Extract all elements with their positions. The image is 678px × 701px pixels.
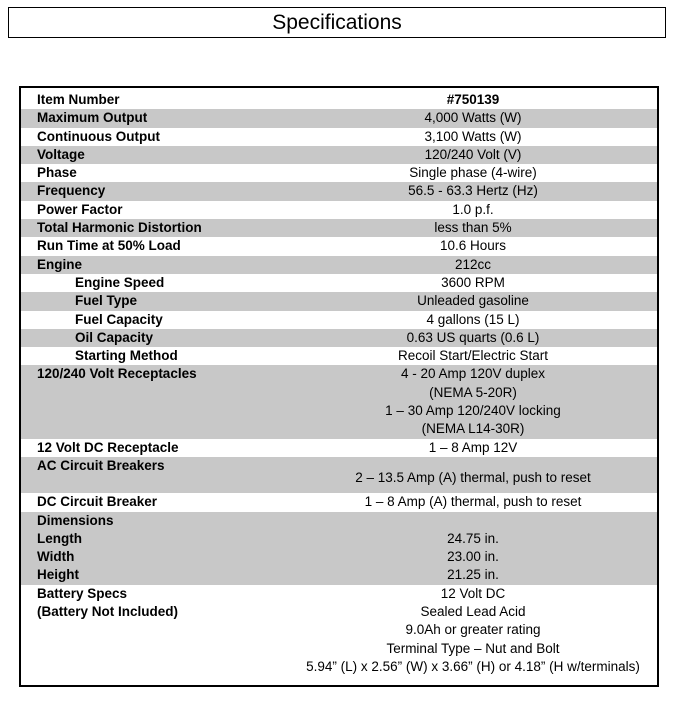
spec-value: Unleaded gasoline bbox=[417, 293, 529, 309]
spec-value: 1 – 8 Amp (A) thermal, push to reset bbox=[364, 494, 582, 510]
spec-value: 10.6 Hours bbox=[439, 238, 507, 254]
spec-label: Width bbox=[37, 549, 75, 565]
spec-row bbox=[21, 274, 657, 292]
spec-label: Frequency bbox=[37, 183, 106, 199]
spec-label: Oil Capacity bbox=[75, 329, 154, 345]
spec-row bbox=[21, 457, 657, 493]
spec-value: 120/240 Volt (V) bbox=[424, 146, 522, 162]
spec-value: 3,100 Watts (W) bbox=[424, 128, 522, 144]
page-title bbox=[8, 7, 666, 38]
specifications-table bbox=[19, 86, 659, 687]
spec-label: Engine bbox=[37, 256, 83, 272]
spec-row bbox=[21, 512, 657, 530]
spec-row bbox=[21, 91, 657, 109]
spec-value: 5.94” (L) x 2.56” (W) x 3.66” (H) or 4.18” (H w/terminals) bbox=[306, 658, 640, 674]
spec-value bbox=[289, 365, 657, 438]
spec-value: 4 gallons (15 L) bbox=[426, 311, 520, 327]
spec-row bbox=[21, 493, 657, 511]
spec-value: 3600 RPM bbox=[441, 274, 505, 290]
spec-label: Maximum Output bbox=[37, 110, 148, 126]
spec-row bbox=[21, 621, 657, 639]
spec-row bbox=[21, 237, 657, 255]
spec-label: Run Time at 50% Load bbox=[37, 238, 181, 254]
spec-value: 212cc bbox=[454, 256, 492, 272]
spec-value-line: 4 - 20 Amp 120V duplex bbox=[400, 366, 546, 382]
spec-label bbox=[21, 658, 289, 676]
spec-row bbox=[21, 182, 657, 200]
spec-row bbox=[21, 566, 657, 584]
spec-value: less than 5% bbox=[434, 220, 512, 236]
spec-label: Fuel Type bbox=[75, 293, 138, 309]
spec-value: Single phase (4-wire) bbox=[409, 165, 537, 181]
spec-value: Sealed Lead Acid bbox=[420, 604, 526, 620]
spec-value: 0.63 US quarts (0.6 L) bbox=[406, 329, 540, 345]
spec-label: DC Circuit Breaker bbox=[37, 494, 158, 510]
spec-row bbox=[21, 128, 657, 146]
spec-label: Item Number bbox=[37, 92, 120, 107]
spec-row bbox=[21, 201, 657, 219]
spec-label: Fuel Capacity bbox=[75, 311, 163, 327]
spec-label: Starting Method bbox=[75, 348, 178, 364]
spec-label: Dimensions bbox=[37, 512, 114, 528]
spec-row bbox=[21, 292, 657, 310]
spec-row bbox=[21, 548, 657, 566]
spec-label: AC Circuit Breakers bbox=[37, 457, 165, 473]
spec-row bbox=[21, 603, 657, 621]
spec-row bbox=[21, 530, 657, 548]
spec-row bbox=[21, 329, 657, 347]
spec-label: Height bbox=[37, 567, 79, 583]
spec-label bbox=[21, 621, 289, 639]
spec-label: Engine Speed bbox=[75, 274, 165, 290]
spec-label: Voltage bbox=[37, 146, 85, 162]
spec-label: 120/240 Volt Receptacles bbox=[37, 366, 197, 382]
spec-row bbox=[21, 347, 657, 365]
spec-row bbox=[21, 164, 657, 182]
spec-value: 9.0Ah or greater rating bbox=[405, 622, 541, 638]
spec-label: 12 Volt DC Receptacle bbox=[37, 439, 179, 455]
spec-value-line: 1 – 30 Amp 120/240V locking bbox=[385, 403, 561, 419]
page-title-text: Specifications bbox=[272, 10, 402, 34]
spec-label: Battery Specs bbox=[37, 585, 128, 601]
spec-row bbox=[21, 146, 657, 164]
spec-value: 23.00 in. bbox=[447, 549, 499, 565]
spec-value bbox=[289, 512, 657, 530]
spec-value: 1.0 p.f. bbox=[452, 201, 494, 217]
spec-value: 24.75 in. bbox=[447, 530, 499, 546]
spec-value: 1 – 8 Amp 12V bbox=[428, 439, 518, 455]
spec-row bbox=[21, 311, 657, 329]
spec-row bbox=[21, 439, 657, 457]
spec-label: Total Harmonic Distortion bbox=[37, 220, 202, 236]
spec-row bbox=[21, 109, 657, 127]
spec-row bbox=[21, 219, 657, 237]
spec-value: Recoil Start/Electric Start bbox=[397, 348, 549, 364]
spec-row bbox=[21, 658, 657, 676]
spec-value: 56.5 - 63.3 Hertz (Hz) bbox=[408, 183, 538, 199]
spec-label: Phase bbox=[37, 165, 77, 181]
spec-label: Power Factor bbox=[37, 201, 123, 217]
spec-label bbox=[21, 640, 289, 658]
spec-value: Terminal Type – Nut and Bolt bbox=[386, 640, 560, 656]
spec-label: Length bbox=[37, 530, 82, 546]
spec-row bbox=[21, 640, 657, 658]
spec-label: (Battery Not Included) bbox=[37, 604, 179, 620]
spec-row bbox=[21, 585, 657, 603]
spec-row bbox=[21, 365, 657, 438]
spec-value: 12 Volt DC bbox=[440, 585, 506, 601]
spec-value-line: 2 – 13.5 Amp (A) thermal, push to reset bbox=[355, 469, 591, 485]
spec-value: 21.25 in. bbox=[447, 567, 499, 583]
spec-row bbox=[21, 256, 657, 274]
spec-value-line: (NEMA L14-30R) bbox=[421, 421, 525, 437]
spec-value: #750139 bbox=[446, 92, 500, 107]
spec-value-line bbox=[289, 457, 657, 469]
spec-value bbox=[289, 457, 657, 493]
spec-value: 4,000 Watts (W) bbox=[424, 110, 522, 126]
spec-value-line: (NEMA 5-20R) bbox=[429, 384, 517, 400]
spec-label: Continuous Output bbox=[37, 128, 160, 144]
